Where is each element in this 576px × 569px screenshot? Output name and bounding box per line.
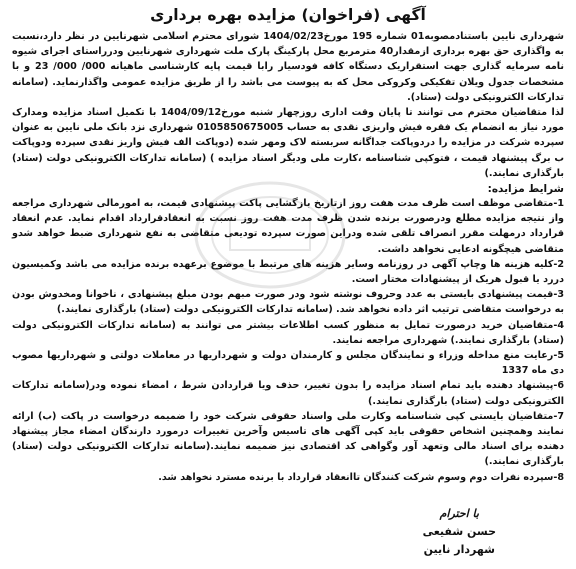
condition-item: 8-سپرده نفرات دوم وسوم شرکت کنندگان تاانعقاد قرارداد با برنده مسترد نخواهد شد.	[158, 471, 564, 483]
signature-block	[423, 505, 496, 559]
signature-closing: با احترام	[439, 507, 479, 520]
condition-item: 7-متقاضیان بایستی کپی شناسنامه وکارت ملی واسناد حقوقی شرکت خود را ضمیمه درخواست در پاکت (ب) ارائه نمایند وهمچنین اشخاص حقوقی باید کپی آگهی های تاسیس وآخرین تغییرات درمورد دارندگان امضاء مجاز پیشنهاد دهنده برای اسناد مالی وتعهد آور وگواهی کد اقتصادی نیز ضمیمه نمایند.(سامانه تدارکات الکترونیکی دولت (ستاد) بارگذاری نمایند.)	[12, 410, 564, 468]
conditions-heading: شرایط مزایده:	[487, 183, 564, 196]
signature-name: حسن شفیعی	[422, 525, 496, 538]
condition-item: 2-کلیه هزینه ها وچاپ آگهی در روزنامه وسایر هزینه های مرتبط با موضوع برعهده برنده مزایده می باشد وکمیسیون دررد یا قبول هریک از پیشنهادات مختار است.	[12, 258, 564, 286]
condition-item: 5-رعایت منع مداخله وزراء و نمایندگان مجلس و کارمندان دولت و شهرداریها در معاملات دولتی و شهرداریها مصوب دی ماه 1337	[12, 350, 564, 377]
condition-item: 4-متقاضیان خرید درصورت تمایل به منظور کسب اطلاعات بیشتر می توانند به (سامانه تدارکات الکترونیکی دولت (ستاد) بارگذاری نمایند.) شهرداری مراجعه نمایند.	[12, 319, 564, 346]
condition-item: 3-قیمت پیشنهادی بایستی به عدد وحروف نوشته شود ودر صورت مبهم بودن مبلغ پیشنهادی ، ناخوانا ومخدوش بودن به درخواست متقاضی ترتیب اثر داده نخواهد شد. (سامانه تدارکات الکترونیکی دولت (ستاد) بارگذاری نمایند.)	[12, 289, 564, 316]
signature-position: شهردار نایین	[423, 543, 495, 556]
participation-paragraph: لذا متقاضیان محترم می توانند تا پایان وقت اداری روزچهار شنبه مورخ1404/09/12 با تکمیل اسناد مزایده ومدارک مورد نیاز به انضمام یک فقره فیش واریزی نقدی به حساب 0105850675005 شهرداری نزد بانک ملی نایین به عنوان سپرده شرکت در مزایده را دردوپاکت جداگانه سربسته لاک ومهر شده (دوپاکت الف فیش واریز نقدی سپرده ودوپاکت ب برگ پیشنهاد قیمت ، فتوکپی شناسنامه ،کارت ملی ودیگر اسناد مزایده ) (سامانه تدارکات الکترونیکی دولت (ستاد) بارگذاری نمایند.)	[12, 107, 564, 179]
condition-item: 1-متقاضی موظف است ظرف مدت هفت روز ازتاریخ بازگشایی پاکت پیشنهادی قیمت، به امورمالی شهرداری مراجعه واز نتیجه مزایده مطلع ودرصورت برنده شدن ظرف مدت هفت روز نسبت به انعقادقرارداد اقدام نماید. عدم انعقاد قرارداد درمهلت مقرر انصراف تلقی شده ودراین صورت سپرده تودیعی متقاضی به نفع شهرداری ضبط خواهد شدو متقاضی هیچگونه ادعایی نخواهد داشت.	[12, 198, 564, 255]
intro-paragraph: شهرداری نایین باستنادمصوبه01 شماره 195 مورخ1404/02/23 شورای محترم اسلامی شهرنایین در نظر دارد،نسبت به واگذاری حق بهره برداری ازمقدار40 مترمربع محل پارکینگ پارک ملت شهرداری شهرنایین ودرراستای اجرای شیوه نامه سرمایه گذاری جهت استقراریک دستگاه کافه فودسیار رابا قیمت پایه کارشناسی ماهیانه 000/ 000/ 23 و با مشخصات جدول ویلان تفکیکی وکروکی محل که به پیوست می باشد را از طریق مزایده عمومی واگذارنماید. (سامانه تدارکات الکترونیکی دولت (ستاد).	[12, 31, 564, 103]
notice-title: آگهی (فراخوان) مزایده بهره برداری	[150, 6, 426, 24]
condition-item: 6-پیشنهاد دهنده باید تمام اسناد مزایده را بدون تغییر، حذف ویا قراردادن شرط ، امضاء نموده ودر(سامانه تدارکات الکترونیکی دولت (ستاد) بارگذاری نمایند.)	[12, 380, 564, 407]
conditions-list	[12, 196, 564, 485]
